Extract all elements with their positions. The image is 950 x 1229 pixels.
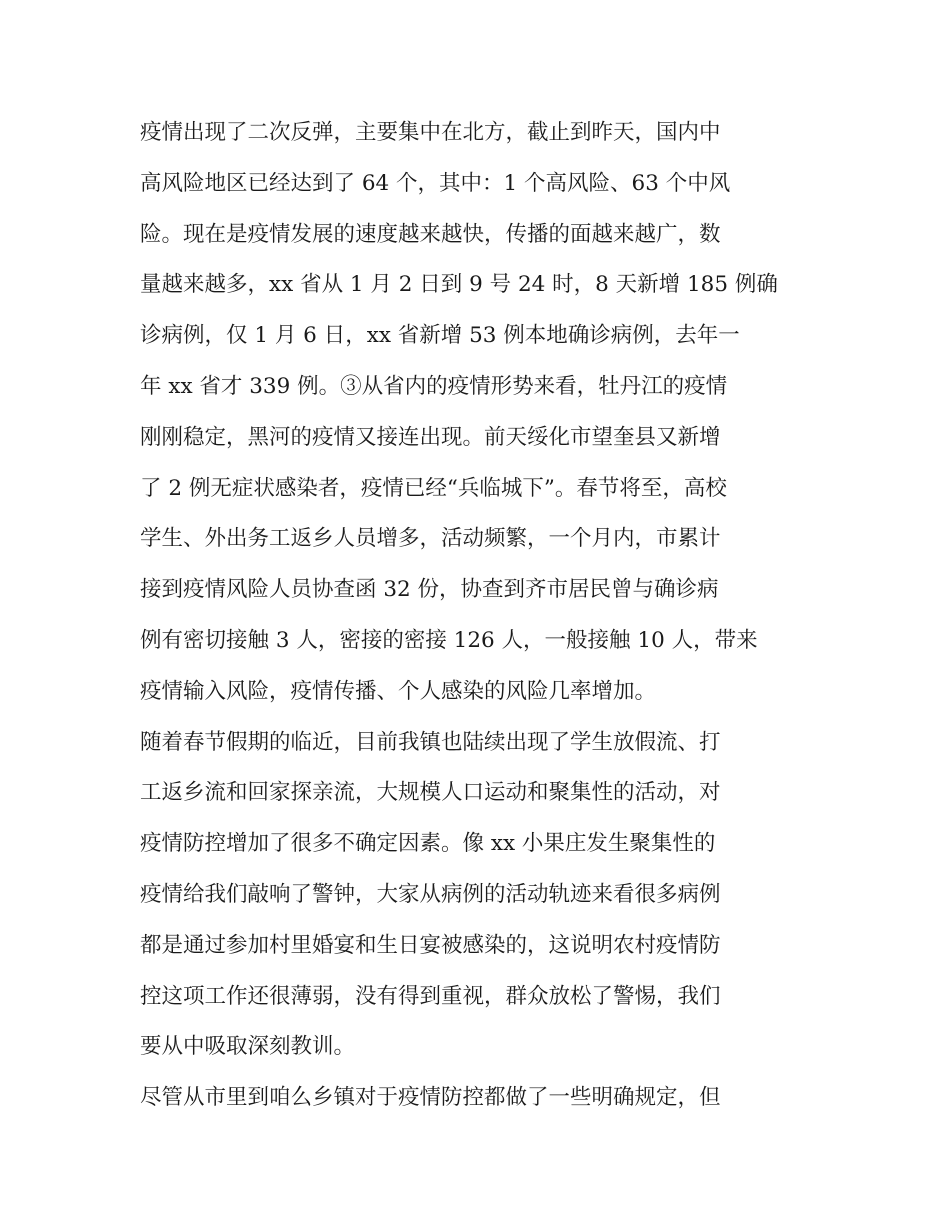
text-line: 接到疫情风险人员协查函 32 份，协查到齐市居民曾与确诊病 <box>140 577 719 603</box>
text-line: 控这项工作还很薄弱，没有得到重视，群众放松了警惕，我们 <box>140 983 721 1009</box>
text-line: 都是通过参加村里婚宴和生日宴被感染的，这说明农村疫情防 <box>140 932 721 958</box>
text-line: 疫情出现了二次反弹，主要集中在北方，截止到昨天，国内中 <box>140 120 721 145</box>
text-line: 疫情给我们敲响了警钟，大家从病例的活动轨迹来看很多病例 <box>140 881 721 907</box>
text-line: 尽管从市里到咱么乡镇对于疫情防控都做了一些明确规定，但 <box>140 1085 721 1111</box>
text-line: 刚刚稳定，黑河的疫情又接连出现。前天绥化市望奎县又新增 <box>140 424 721 450</box>
text-line: 随着春节假期的临近，目前我镇也陆续出现了学生放假流、打 <box>140 729 721 755</box>
text-line: 例有密切接触 3 人，密接的密接 126 人，一般接触 10 人，带来 <box>140 627 758 653</box>
text-line: 量越来越多，xx 省从 1 月 2 日到 9 号 24 时，8 天新增 185 例确 <box>140 272 778 298</box>
paragraph-1 <box>140 108 820 718</box>
text-line: 疫情输入风险，疫情传播、个人感染的风险几率增加。 <box>140 678 657 704</box>
paragraph-2 <box>140 718 820 1074</box>
text-line: 年 xx 省才 339 例。③从省内的疫情形势来看，牡丹江的疫情 <box>140 373 728 399</box>
text-line: 工返乡流和回家探亲流，大规模人口运动和聚集性的活动，对 <box>140 780 721 806</box>
text-line: 诊病例，仅 1 月 6 日，xx 省新增 53 例本地确诊病例，去年一 <box>140 323 740 349</box>
text-line: 险。现在是疫情发展的速度越来越快，传播的面越来越广，数 <box>140 221 721 247</box>
text-line: 了 2 例无症状感染者，疫情已经“兵临城下”。春节将至，高校 <box>140 475 727 501</box>
text-line: 疫情防控增加了很多不确定因素。像 xx 小果庄发生聚集性的 <box>140 831 716 857</box>
document-body <box>140 108 820 1124</box>
text-line: 高风险地区已经达到了 64 个，其中：1 个高风险、63 个中风 <box>140 170 731 196</box>
paragraph-3 <box>140 1073 820 1124</box>
text-line: 要从中吸取深刻教训。 <box>140 1034 356 1060</box>
text-line: 学生、外出务工返乡人员增多，活动频繁，一个月内，市累计 <box>140 526 721 552</box>
